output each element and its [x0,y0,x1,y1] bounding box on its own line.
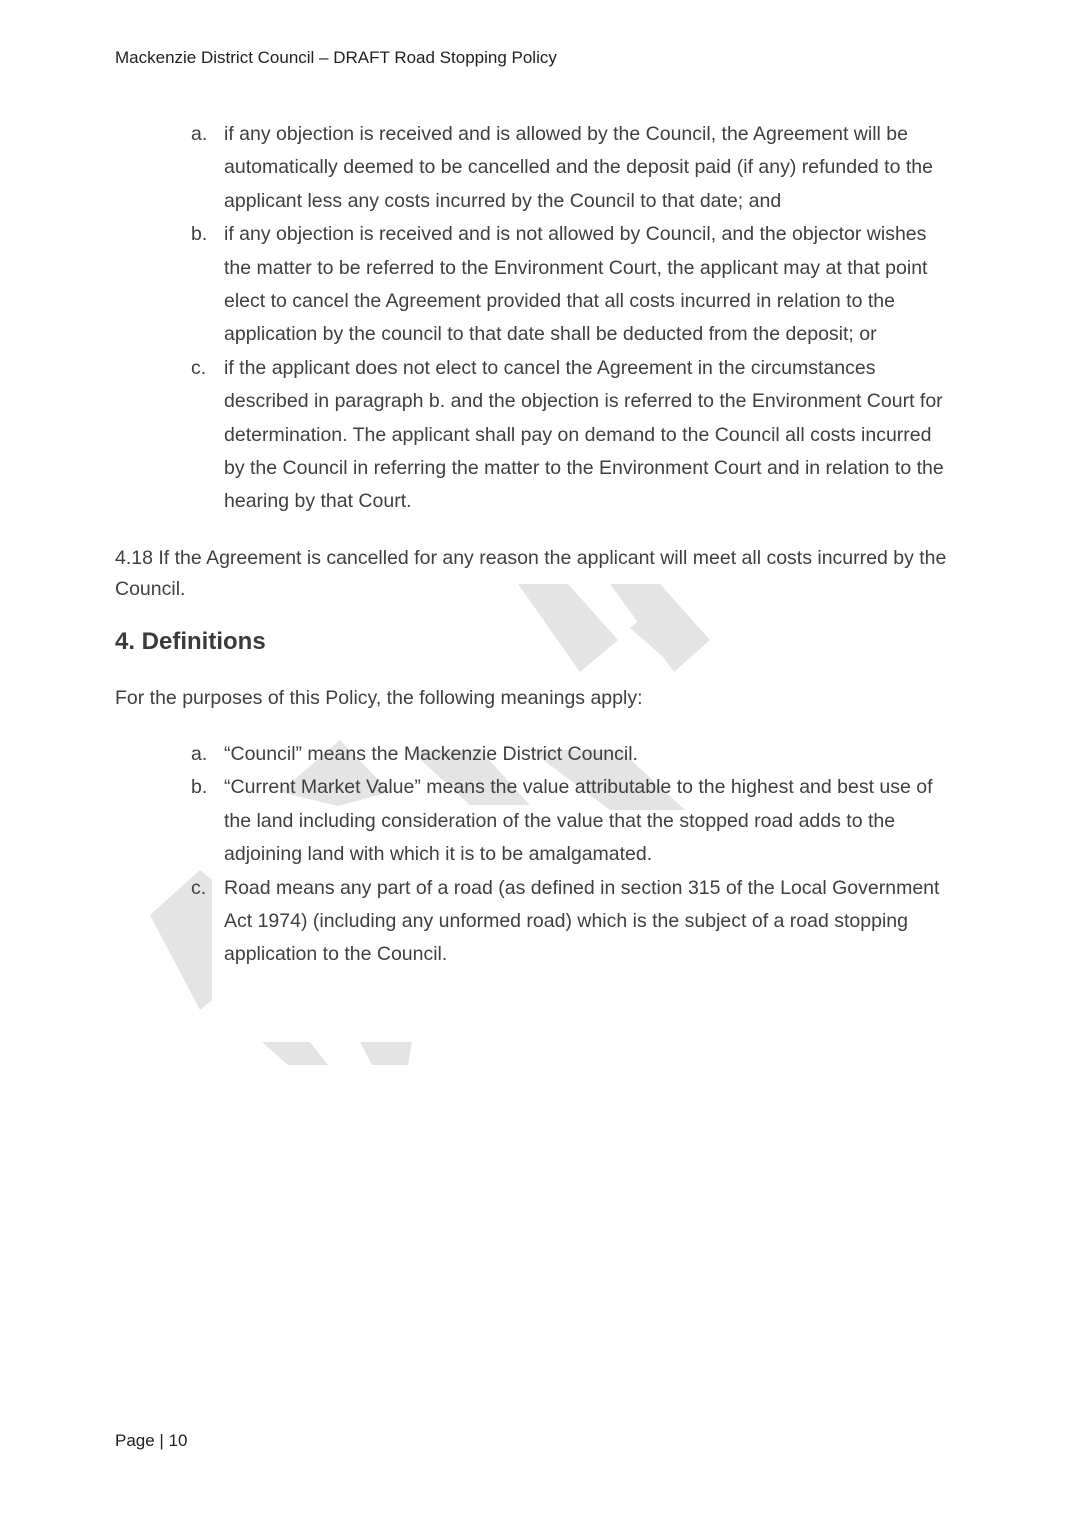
list-item-text: if any objection is received and is not allowed by Council, and the objector wishes the matter to be referred to the Environment Court, the applicant may at that point elect to cancel the Agreement provided that all costs incurred in relation to the application by the council to that date shall be deducted from the deposit; or [224,223,928,346]
definitions-intro: For the purposes of this Policy, the following meanings apply: [115,686,643,709]
list-marker: b. [191,223,208,246]
list-marker: c. [191,876,207,899]
list-item [115,118,950,218]
list-item-text: “Current Market Value” means the value attributable to the highest and best use of the land including consideration of the value that the stopped road adds to the adjoining land with which it is to be amalgamated. [224,776,933,866]
list-item-text: if any objection is received and is allowed by the Council, the Agreement will be automatically deemed to be cancelled and the deposit paid (if any) refunded to the applicant less any costs incurred by the Council to that date; and [224,123,933,212]
clause-list [115,118,950,519]
list-item [115,872,950,972]
list-item-text: if the applicant does not elect to cancel the Agreement in the circumstances described in paragraph b. and the objection is referred to the Environment Court for determination. The applicant shall pay on demand to the Council all costs incurred by the Council in referring the matter to the Environment Court and in relation to the hearing by that Court. [224,356,944,513]
list-marker: a. [191,742,208,765]
list-item [115,218,950,352]
page-header: Mackenzie District Council – DRAFT Road Stopping Policy [115,48,557,67]
list-item-text: “Council” means the Mackenzie District Council. [224,742,638,765]
page-number: Page | 10 [115,1431,188,1450]
list-item-text: Road means any part of a road (as defined in section 315 of the Local Government Act 1974) (including any unformed road) which is the subject of a road stopping application to the Council. [224,876,940,966]
definitions-list [115,738,950,972]
list-item [115,738,950,771]
list-item [115,771,950,871]
paragraph-4-18: 4.18 If the Agreement is cancelled for any reason the applicant will meet all costs incurred by the Council. [115,546,947,600]
list-marker: c. [191,356,207,379]
document-body [115,118,950,972]
list-marker: a. [191,123,208,145]
list-item [115,352,950,519]
section-heading-definitions: 4. Definitions [115,627,266,655]
list-marker: b. [191,776,208,799]
